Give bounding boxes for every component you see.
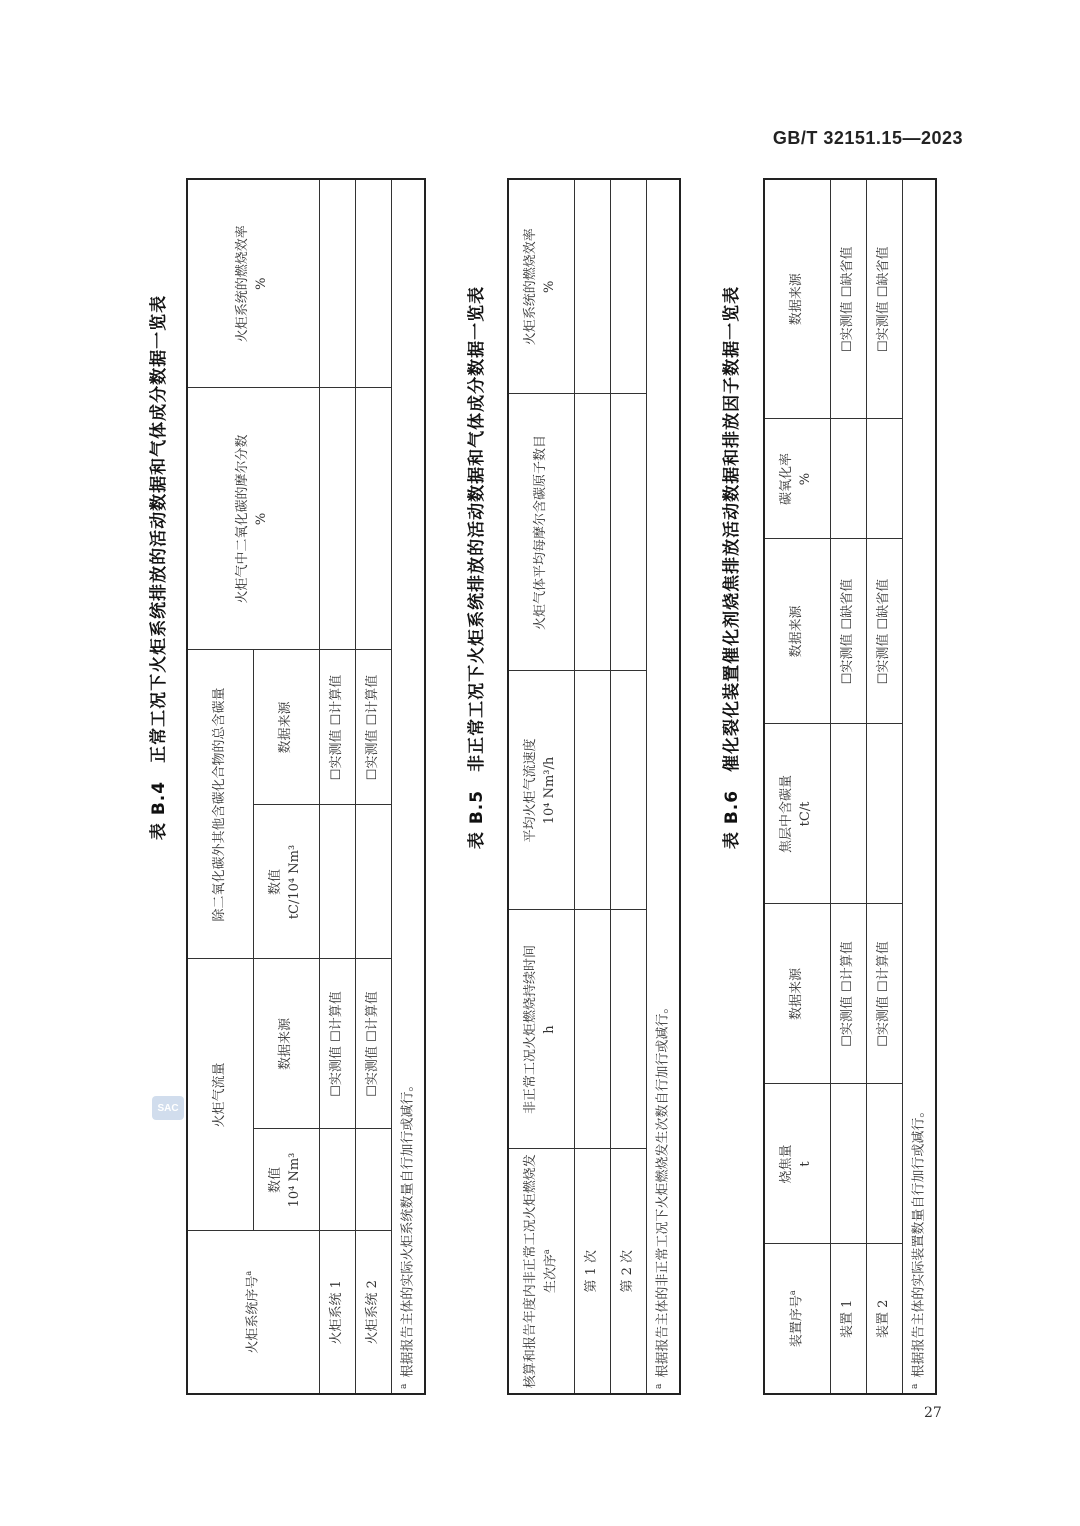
b4-header-seq: 火炬系统序号$^a$ — [187, 1231, 319, 1394]
b6-cell-carbon[interactable] — [830, 724, 866, 904]
b4-header-other-carbon: 除二氧化碳外其他含碳化合物的总含碳量 — [187, 650, 253, 959]
table-row — [574, 179, 610, 1394]
table-b6-caption: 表 B.6 催化裂化装置催化剂烧焦排放活动数据和排放因子数据一览表 — [722, 285, 742, 850]
b5-header-carbon-atoms: 火炬气体平均每摩尔含碳原子数目 — [508, 394, 574, 671]
b6-cell-oxid[interactable] — [866, 419, 902, 539]
b6-header-source-2: 数据来源 — [764, 539, 830, 724]
b5-header-eff: 火炬系统的燃烧效率 % — [508, 179, 574, 394]
b4-cell-carbon-value[interactable] — [319, 805, 355, 959]
b6-header-coke: 烧焦量 t — [764, 1084, 830, 1244]
b5-header-duration: 非正常工况火炬燃烧持续时间 h — [508, 910, 574, 1149]
table-b5-caption: 表 B.5 非正常工况下火炬系统排放的活动数据和气体成分数据一览表 — [467, 285, 487, 850]
table-b4 — [186, 180, 426, 1395]
b4-cell-flow-value[interactable] — [355, 1129, 391, 1231]
b5-cell-flowrate[interactable] — [610, 671, 646, 910]
b4-header-co2: 火炬气中二氧化碳的摩尔分数 % — [187, 388, 319, 650]
b6-header-source-1: 数据来源 — [764, 904, 830, 1084]
table-row — [610, 179, 646, 1394]
b6-cell-source-3[interactable]: ☐实测值 ☐缺省值 — [866, 179, 902, 419]
b6-cell-coke[interactable] — [830, 1084, 866, 1244]
b5-cell-duration[interactable] — [610, 910, 646, 1149]
table-b5 — [507, 180, 681, 1395]
b4-sub-carbon-value: 数值 tC/10⁴ Nm³ — [253, 805, 319, 959]
b5-header-flowrate: 平均火炬气流速度 10⁴ Nm³/h — [508, 671, 574, 910]
table-b4-caption: 表 B.4 正常工况下火炬系统排放的活动数据和气体成分数据一览表 — [149, 294, 169, 841]
page-number: 27 — [924, 1405, 942, 1421]
b6-footnote: $^a$根据报告主体的实际装置数量自行加行或减行。 — [902, 179, 936, 1394]
b6-cell-source-2[interactable]: ☐实测值 ☐缺省值 — [866, 539, 902, 724]
b4-row-name: 火炬系统 2 — [355, 1231, 391, 1394]
sac-watermark-logo: SAC — [152, 1096, 184, 1120]
table-row — [355, 179, 391, 1394]
b5-row-name: 第 1 次 — [574, 1149, 610, 1394]
b6-header-oxid: 碳氧化率 % — [764, 419, 830, 539]
b5-header-seq: 核算和报告年度内非正常工况火炬燃烧发生次序$^a$ — [508, 1149, 574, 1394]
b5-cell-carbon-atoms[interactable] — [574, 394, 610, 671]
b6-cell-source-2[interactable]: ☐实测值 ☐缺省值 — [830, 539, 866, 724]
b5-footnote-row — [646, 179, 680, 1394]
b6-cell-oxid[interactable] — [830, 419, 866, 539]
b4-footnote: $^a$根据报告主体的实际火炬系统数量自行加行或减行。 — [391, 179, 425, 1394]
b4-sub-flow-value: 数值 10⁴ Nm³ — [253, 1129, 319, 1231]
b6-cell-source-1[interactable]: ☐实测值 ☐计算值 — [830, 904, 866, 1084]
b4-cell-co2[interactable] — [319, 388, 355, 650]
b4-header-flow: 火炬气流量 — [187, 959, 253, 1231]
b6-header-source-3: 数据来源 — [764, 179, 830, 419]
b6-cell-source-3[interactable]: ☐实测值 ☐缺省值 — [830, 179, 866, 419]
standard-number: GB/T 32151.15—2023 — [772, 128, 963, 148]
b4-row-name: 火炬系统 1 — [319, 1231, 355, 1394]
b6-cell-carbon[interactable] — [866, 724, 902, 904]
b6-row-name: 装置 1 — [830, 1244, 866, 1394]
b5-cell-flowrate[interactable] — [574, 671, 610, 910]
table-row — [319, 179, 355, 1394]
b4-cell-carbon-source[interactable]: ☐实测值 ☐计算值 — [355, 650, 391, 805]
b4-sub-carbon-source: 数据来源 — [253, 650, 319, 805]
b4-cell-eff[interactable] — [355, 179, 391, 388]
b4-header-eff: 火炬系统的燃烧效率 % — [187, 179, 319, 388]
b5-cell-duration[interactable] — [574, 910, 610, 1149]
table-b6 — [763, 180, 937, 1395]
b5-row-name: 第 2 次 — [610, 1149, 646, 1394]
b6-footnote-row — [902, 179, 936, 1394]
b4-footnote-row — [391, 179, 425, 1394]
table-row — [866, 179, 902, 1394]
b6-header-carbon: 焦层中含碳量 tC/t — [764, 724, 830, 904]
b5-footnote: $^a$根据报告主体的非正常工况下火炬燃烧发生次数自行加行或减行。 — [646, 179, 680, 1394]
b4-cell-flow-value[interactable] — [319, 1129, 355, 1231]
b4-cell-carbon-source[interactable]: ☐实测值 ☐计算值 — [319, 650, 355, 805]
b4-sub-flow-source: 数据来源 — [253, 959, 319, 1129]
b5-cell-eff[interactable] — [610, 179, 646, 394]
b6-header-seq: 装置序号$^a$ — [764, 1244, 830, 1394]
b4-cell-co2[interactable] — [355, 388, 391, 650]
table-row — [830, 179, 866, 1394]
b4-cell-eff[interactable] — [319, 179, 355, 388]
b6-row-name: 装置 2 — [866, 1244, 902, 1394]
b6-cell-source-1[interactable]: ☐实测值 ☐计算值 — [866, 904, 902, 1084]
b6-cell-coke[interactable] — [866, 1084, 902, 1244]
b4-cell-flow-source[interactable]: ☐实测值 ☐计算值 — [355, 959, 391, 1129]
b5-cell-carbon-atoms[interactable] — [610, 394, 646, 671]
b4-cell-flow-source[interactable]: ☐实测值 ☐计算值 — [319, 959, 355, 1129]
b5-cell-eff[interactable] — [574, 179, 610, 394]
b4-cell-carbon-value[interactable] — [355, 805, 391, 959]
